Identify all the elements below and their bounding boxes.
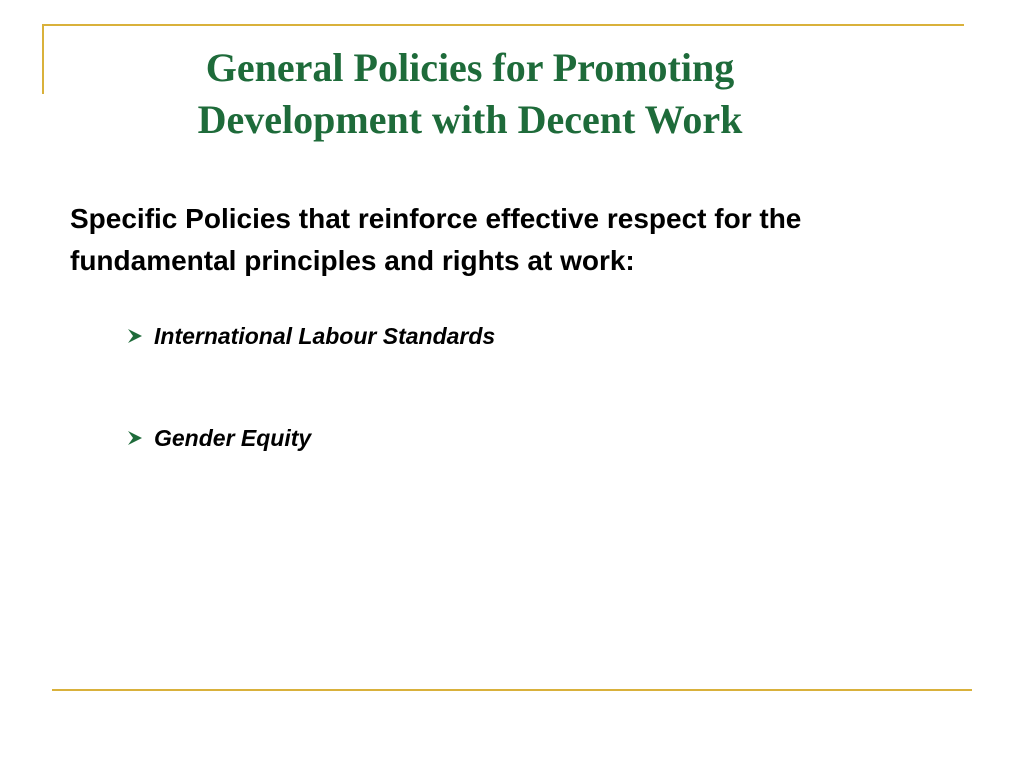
- frame-bottom-line: [52, 689, 972, 691]
- arrow-bullet-icon: [126, 429, 144, 447]
- bullet-item-gender-equity: [126, 420, 495, 456]
- bullet-text: International Labour Standards: [154, 322, 496, 349]
- bullet-item-international-labour-standards: [126, 318, 495, 354]
- slide-title: [120, 42, 820, 146]
- frame-top-line: [42, 24, 964, 26]
- title-line-2: Development with Decent Work: [197, 97, 743, 142]
- title-line-1: General Policies for Promoting: [205, 45, 735, 90]
- frame-left-line: [42, 24, 44, 94]
- bullet-text: Gender Equity: [154, 424, 312, 451]
- bullet-list: [126, 318, 495, 522]
- lead-paragraph: Specific Policies that reinforce effective respect for the fundamental principles and rights at work:: [70, 203, 802, 276]
- arrow-bullet-icon: [126, 327, 144, 345]
